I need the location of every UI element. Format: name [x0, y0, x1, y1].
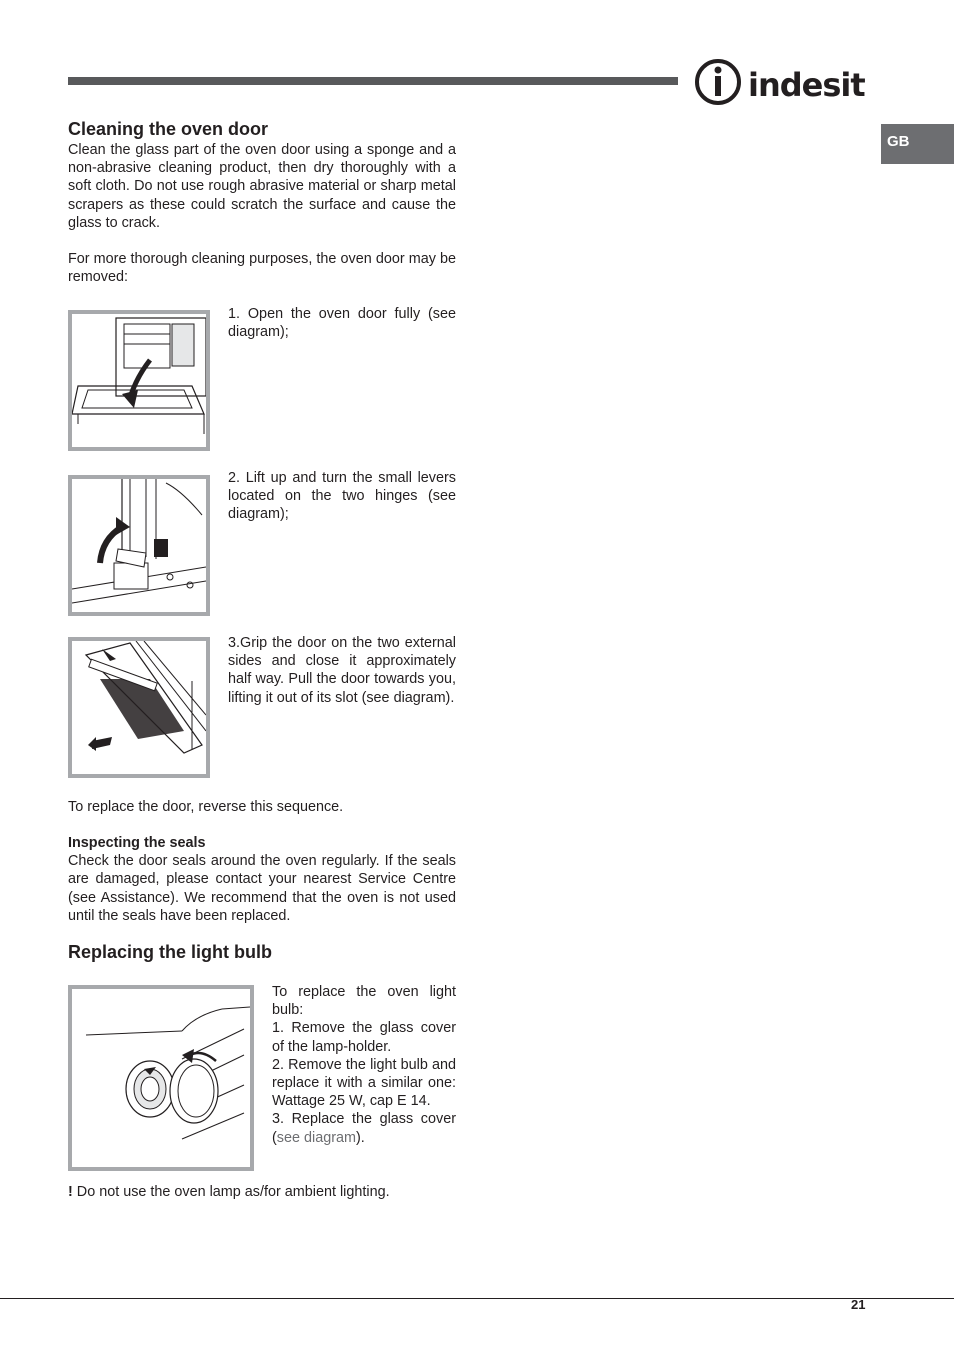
brand-wordmark: indesit: [748, 66, 865, 104]
warning-mark: !: [68, 1184, 73, 1200]
section-title-light-bulb: Replacing the light bulb: [68, 942, 272, 962]
seals-text: Check the door seals around the oven regularly. If the seals are damaged, please contact your nearest Service Centre (see Assistance). We recommend that the oven is not used until the seals have been replaced.: [68, 853, 456, 924]
step-1-text: 1. Open the oven door fully (see diagram);: [228, 306, 456, 341]
diagram-lamp-holder: [68, 985, 254, 1171]
footer-rule: [0, 1298, 954, 1299]
door-replace-and-seals: [68, 798, 456, 925]
diagram-hinge-levers: [68, 475, 210, 616]
diagram-remove-door: [68, 637, 210, 778]
language-tab: GB: [881, 124, 954, 164]
light-bulb-instructions: [272, 983, 456, 1147]
replace-door-note: To replace the door, reverse this sequence.: [68, 799, 344, 815]
light-bulb-step-3-end: ).: [356, 1129, 365, 1146]
see-diagram-reference: see diagram: [276, 1129, 356, 1146]
lamp-warning: [68, 1183, 456, 1201]
step-3-text: 3.Grip the door on the two external sides and close it approximately half way. Pull the door towards you, lifting it out of its slot (see diagram).: [228, 635, 456, 706]
light-bulb-step-2: 2. Remove the light bulb and replace it with a similar one: Wattage 25 W, cap E 14.: [272, 1056, 456, 1110]
light-bulb-step-3: [272, 1110, 456, 1146]
light-bulb-step-3-start: 3. Replace the glass cover (: [272, 1111, 456, 1146]
warning-text: Do not use the oven lamp as/for ambient lighting.: [72, 1184, 390, 1200]
removal-intro: For more thorough cleaning purposes, the oven door may be removed:: [68, 251, 456, 286]
page-number: 21: [851, 1297, 866, 1312]
indesit-logo: [694, 58, 870, 106]
header-rule: [68, 77, 678, 85]
light-bulb-intro: To replace the oven light bulb:: [272, 984, 456, 1019]
seals-subtitle: Inspecting the seals: [68, 835, 206, 852]
section-title-cleaning: Cleaning the oven door: [68, 119, 269, 139]
step-2-text: 2. Lift up and turn the small levers located on the two hinges (see diagram);: [228, 470, 456, 523]
light-bulb-step-1: 1. Remove the glass cover of the lamp-holder.: [272, 1020, 456, 1055]
diagram-open-door: [68, 310, 210, 451]
cleaning-section: [68, 119, 456, 286]
cleaning-paragraph: Clean the glass part of the oven door using a sponge and a non-abrasive cleaning product, then dry thoroughly with a soft cloth. Do not use rough abrasive material or sharp metal scrapers as these could scratch the surface and cause the glass to crack.: [68, 142, 456, 231]
